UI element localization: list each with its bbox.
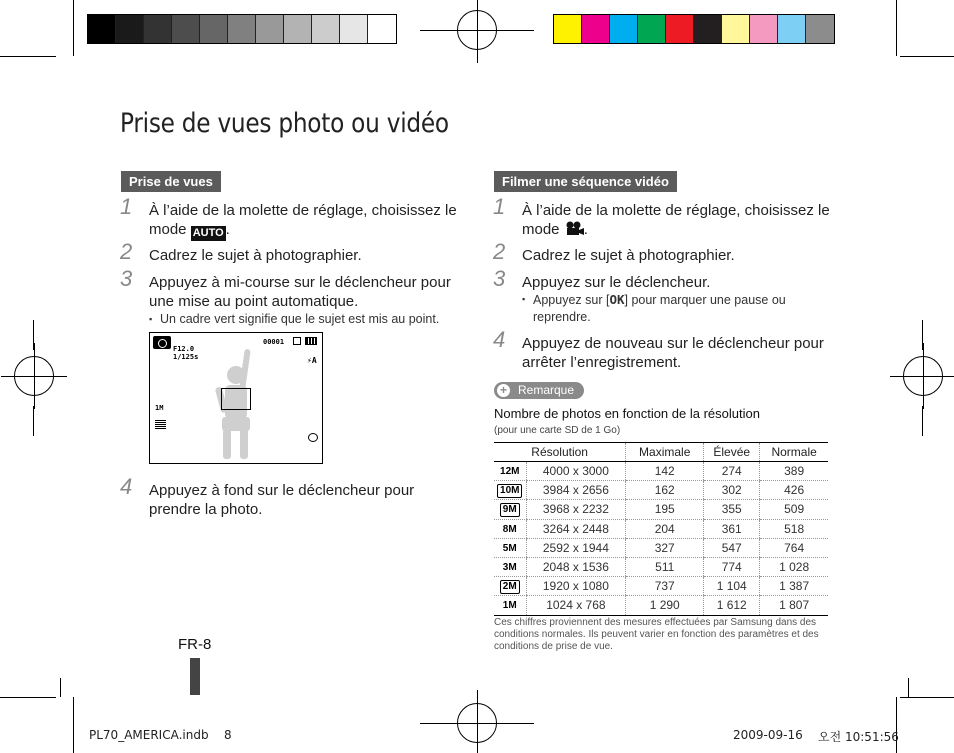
- max-quality-cell: 142: [626, 462, 704, 481]
- table-row: [494, 596, 828, 615]
- step-text: À l’aide de la molette de réglage, choisissez le mode: [149, 202, 457, 238]
- color-swatch: [554, 15, 582, 43]
- color-swatch: [312, 15, 340, 43]
- resolution-3m-icon: 3M: [502, 562, 517, 574]
- section-title-filmer-video: Filmer une séquence vidéo: [494, 171, 677, 192]
- color-swatch: [144, 15, 172, 43]
- table-row: [494, 462, 828, 481]
- normal-quality-cell: 1 807: [760, 596, 828, 615]
- color-swatch: [368, 15, 396, 43]
- focus-frame: [221, 388, 251, 410]
- step-number: 2: [493, 239, 506, 264]
- step-number: 1: [493, 194, 506, 219]
- max-quality-cell: 162: [626, 481, 704, 500]
- high-quality-cell: 1 104: [704, 577, 760, 596]
- color-swatch: [666, 15, 694, 43]
- right-step-3-note: [522, 291, 812, 326]
- quality-icon: [155, 420, 166, 429]
- resolution-8m-icon: 8M: [502, 523, 517, 535]
- battery-icon: [305, 337, 317, 345]
- normal-quality-cell: 518: [760, 519, 828, 538]
- note-text: Appuyez sur [: [533, 293, 610, 307]
- color-swatch: [116, 15, 144, 43]
- high-quality-cell: 547: [704, 538, 760, 557]
- normal-quality-cell: 1 387: [760, 577, 828, 596]
- crop-mark: [73, 0, 74, 56]
- aperture-value: F12.0: [173, 345, 195, 353]
- memory-card-icon: [293, 337, 301, 345]
- crop-mark: [922, 320, 923, 350]
- slug-time: 오전 10:51:56: [818, 730, 899, 744]
- high-quality-cell: 302: [704, 481, 760, 500]
- resolution-table: [494, 442, 828, 616]
- color-swatch: [750, 15, 778, 43]
- normal-quality-cell: 509: [760, 500, 828, 519]
- table-row: [494, 538, 828, 557]
- color-swatch: [200, 15, 228, 43]
- resolution-cell: 2592 x 1944: [526, 538, 626, 557]
- crop-mark: [900, 697, 954, 698]
- resolution-cell: 1024 x 768: [526, 596, 626, 615]
- table-row: [494, 481, 828, 500]
- normal-quality-cell: 764: [760, 538, 828, 557]
- column-header: Normale: [760, 443, 828, 462]
- resolution-cell: 4000 x 3000: [526, 462, 626, 481]
- resolution-icon-cell: [494, 519, 526, 538]
- resolution-9m-icon: 9M: [500, 503, 520, 517]
- registration-mark-icon: [457, 703, 497, 743]
- camera-mode-icon: [153, 336, 171, 349]
- color-swatch: [582, 15, 610, 43]
- max-quality-cell: 511: [626, 557, 704, 576]
- high-quality-cell: 361: [704, 519, 760, 538]
- step-text: Cadrez le sujet à photographier.: [149, 247, 362, 264]
- remark-badge: [494, 382, 584, 399]
- shot-counter: 00001: [263, 338, 285, 346]
- crop-mark: [900, 56, 954, 57]
- color-swatch: [256, 15, 284, 43]
- column-header: Élevée: [704, 443, 760, 462]
- column-header: Résolution: [494, 443, 626, 462]
- resolution-10m-icon: 10M: [497, 484, 522, 498]
- normal-quality-cell: 389: [760, 462, 828, 481]
- crop-mark: [504, 723, 534, 724]
- registration-mark-icon: [903, 356, 943, 396]
- step-number: 3: [120, 266, 133, 291]
- crop-mark: [908, 678, 909, 697]
- max-quality-cell: 737: [626, 577, 704, 596]
- left-step-4: [120, 474, 439, 519]
- page-tab: [190, 658, 200, 695]
- normal-quality-cell: 1 028: [760, 557, 828, 576]
- resolution-12m-icon: 12M: [500, 466, 520, 478]
- step-number: 1: [120, 194, 133, 219]
- column-header: Maximale: [626, 443, 704, 462]
- color-swatch: [172, 15, 200, 43]
- crop-mark: [33, 320, 34, 350]
- crop-mark: [504, 30, 534, 31]
- resolution-1m-icon: 1M: [502, 600, 517, 612]
- step-number: 4: [120, 474, 133, 499]
- table-row: [494, 577, 828, 596]
- resolution-cell: 3264 x 2448: [526, 519, 626, 538]
- step-text: Appuyez à mi-course sur le déclencheur pour une mise au point automatique.: [149, 274, 451, 310]
- max-quality-cell: 204: [626, 519, 704, 538]
- left-step-2: [120, 239, 459, 265]
- step-text: Appuyez à fond sur le déclencheur pour prendre la photo.: [149, 482, 415, 518]
- color-swatch: [806, 15, 834, 43]
- color-swatch: [340, 15, 368, 43]
- color-swatch: [722, 15, 750, 43]
- ok-key-icon: OK: [609, 292, 625, 307]
- left-step-3: [120, 266, 459, 311]
- flash-auto-icon: ⚡A: [307, 356, 317, 365]
- left-step-3-note: ▪ Un cadre vert signifie que le sujet est mis au point.: [149, 311, 459, 328]
- plus-icon: +: [497, 384, 510, 397]
- max-quality-cell: 1 290: [626, 596, 704, 615]
- crop-mark: [73, 697, 74, 753]
- right-step-1: [493, 194, 832, 239]
- table-row: [494, 557, 828, 576]
- step-text: Appuyez sur le déclencheur.: [522, 274, 711, 291]
- right-step-3: [493, 266, 832, 292]
- auto-mode-icon: AUTO: [192, 227, 224, 239]
- step-text: Cadrez le sujet à photographier.: [522, 247, 735, 264]
- right-step-2: [493, 239, 832, 265]
- crop-mark: [922, 406, 923, 436]
- table-footnote: Ces chiffres proviennent des mesures effectuées par Samsung dans des conditions normales. Ils peuvent varier en fonction des paramètres et des conditions de prise de vue.: [494, 617, 819, 652]
- crop-mark: [896, 0, 897, 56]
- movie-mode-icon: [564, 221, 584, 236]
- slug-page: 8: [224, 728, 232, 742]
- crop-mark: [420, 30, 450, 31]
- crop-mark: [60, 678, 61, 697]
- resolution-cell: 3984 x 2656: [526, 481, 626, 500]
- resolution-5m-icon: 5M: [502, 542, 517, 554]
- step-number: 4: [493, 327, 506, 352]
- slug-date: 2009-09-16: [733, 728, 803, 742]
- step-text: Appuyez de nouveau sur le déclencheur pour arrêter l’enregistrement.: [522, 335, 824, 371]
- color-swatch: [228, 15, 256, 43]
- section-title-prise-de-vues: Prise de vues: [121, 171, 221, 192]
- remark-label: Remarque: [518, 383, 575, 397]
- crop-mark: [0, 697, 56, 698]
- self-timer-icon: [308, 433, 318, 442]
- left-step-1: [120, 194, 459, 241]
- step-text: À l’aide de la molette de réglage, choisissez le mode: [522, 202, 830, 238]
- high-quality-cell: 774: [704, 557, 760, 576]
- note-text-end: ] pour marquer une pause ou reprendre.: [533, 293, 786, 324]
- slug-filename: PL70_AMERICA.indb: [89, 728, 209, 742]
- table-row: [494, 500, 828, 519]
- crop-mark: [0, 56, 56, 57]
- crop-mark: [33, 406, 34, 436]
- color-swatch: [88, 15, 116, 43]
- step-text-end: .: [225, 221, 230, 238]
- registration-mark-icon: [14, 356, 54, 396]
- table-header-row: [494, 443, 828, 462]
- resolution-indicator: 1M: [155, 404, 164, 412]
- high-quality-cell: 355: [704, 500, 760, 519]
- max-quality-cell: 195: [626, 500, 704, 519]
- grayscale-calibration-bar: [87, 14, 397, 44]
- color-swatch: [284, 15, 312, 43]
- resolution-icon-cell: [494, 596, 526, 615]
- page-title: Prise de vues photo ou vidéo: [120, 108, 449, 139]
- max-quality-cell: 327: [626, 538, 704, 557]
- resolution-cell: 1920 x 1080: [526, 577, 626, 596]
- resolution-icon-cell: [494, 462, 526, 481]
- resolution-cell: 3968 x 2232: [526, 500, 626, 519]
- color-swatch: [638, 15, 666, 43]
- color-swatch: [778, 15, 806, 43]
- resolution-icon-cell: [494, 557, 526, 576]
- resolution-2m-icon: 2M: [500, 580, 520, 594]
- step-number: 2: [120, 239, 133, 264]
- camera-preview-screen: [149, 332, 323, 464]
- color-calibration-bar: [553, 14, 835, 44]
- shutter-value: 1/125s: [173, 353, 199, 361]
- color-swatch: [610, 15, 638, 43]
- page-number: FR-8: [178, 636, 212, 653]
- resolution-cell: 2048 x 1536: [526, 557, 626, 576]
- normal-quality-cell: 426: [760, 481, 828, 500]
- color-swatch: [694, 15, 722, 43]
- table-subtitle: (pour une carte SD de 1 Go): [494, 425, 621, 436]
- step-text-end: .: [583, 221, 588, 238]
- resolution-icon-cell: [494, 538, 526, 557]
- high-quality-cell: 274: [704, 462, 760, 481]
- resolution-icon-cell: [494, 500, 526, 519]
- registration-mark-icon: [457, 10, 497, 50]
- right-step-4: [493, 327, 832, 372]
- step-number: 3: [493, 266, 506, 291]
- high-quality-cell: 1 612: [704, 596, 760, 615]
- table-row: [494, 519, 828, 538]
- resolution-icon-cell: [494, 481, 526, 500]
- crop-mark: [420, 723, 450, 724]
- resolution-icon-cell: [494, 577, 526, 596]
- table-title: Nombre de photos en fonction de la résolution: [494, 406, 760, 421]
